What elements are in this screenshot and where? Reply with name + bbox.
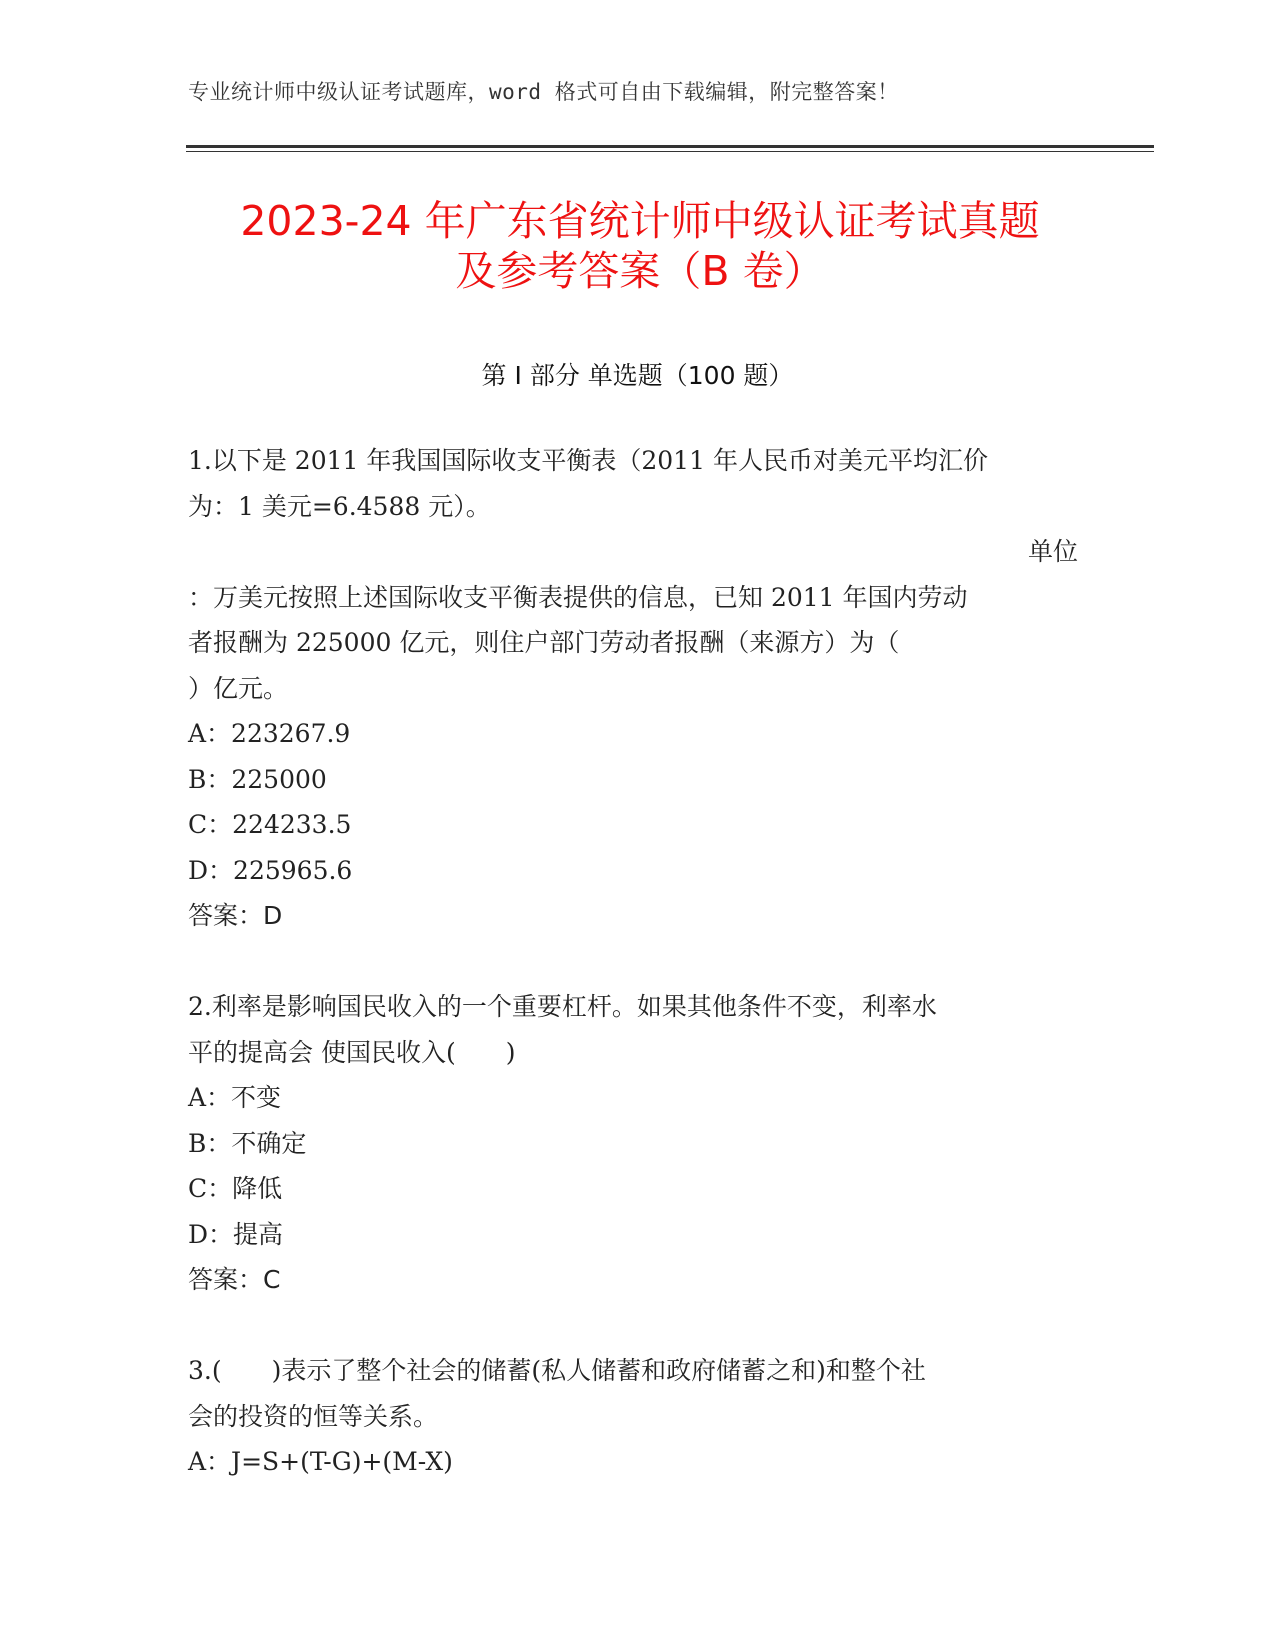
document-title-line-2: 及参考答案（B 卷）	[455, 247, 825, 295]
question-stem-line: ）亿元。	[188, 673, 289, 703]
document-title	[180, 196, 1100, 296]
option-d: D：225965.6	[188, 855, 353, 885]
question-stem-line: 3.( )表示了整个社会的储蓄(私人储蓄和政府储蓄之和)和整个社	[188, 1356, 926, 1385]
option-c: C：降低	[188, 1174, 283, 1203]
option-b: B：225000	[188, 764, 327, 794]
header-rule-thin	[186, 151, 1154, 152]
header-note: 专业统计师中级认证考试题库，word 格式可自由下载编辑，附完整答案！	[188, 80, 899, 104]
option-b: B：不确定	[188, 1128, 307, 1158]
question-stem-line: 2.利率是影响国民收入的一个重要杠杆。如果其他条件不变，利率水	[188, 992, 937, 1021]
question-stem-line: 1.以下是 2011 年我国国际收支平衡表（2011 年人民币对美元平均汇价	[188, 446, 988, 475]
question-stem-line: 为：1 美元=6.4588 元）。	[188, 491, 491, 521]
question-unit-label: 单位	[1027, 537, 1078, 566]
option-a: A：不变	[188, 1083, 282, 1112]
question-3	[188, 1348, 1078, 1485]
question-stem-line: 平的提高会 使国民收入( )	[188, 1037, 516, 1067]
option-d: D：提高	[188, 1219, 284, 1249]
question-spacer	[188, 939, 1078, 985]
question-2	[188, 984, 1078, 1303]
question-stem-line: ：万美元按照上述国际收支平衡表提供的信息，已知 2011 年国内劳动	[188, 582, 968, 612]
question-1	[188, 438, 1078, 939]
question-stem-line: 会的投资的恒等关系。	[188, 1401, 439, 1431]
answer-line: 答案：C	[188, 1265, 281, 1294]
option-a: A：J=S+(T-G)+(M-X)	[188, 1447, 453, 1476]
option-c: C：224233.5	[188, 810, 352, 839]
option-a: A：223267.9	[188, 719, 351, 748]
question-list	[188, 438, 1078, 1485]
document-title-line-1: 2023-24 年广东省统计师中级认证考试真题	[240, 197, 1040, 245]
question-spacer	[188, 1303, 1078, 1349]
header-rule-thick	[186, 145, 1154, 148]
section-title: 第 I 部分 单选题（100 题）	[481, 361, 794, 390]
answer-line: 答案：D	[188, 901, 283, 930]
question-stem-line: 者报酬为 225000 亿元，则住户部门劳动者报酬（来源方）为（	[188, 628, 900, 657]
